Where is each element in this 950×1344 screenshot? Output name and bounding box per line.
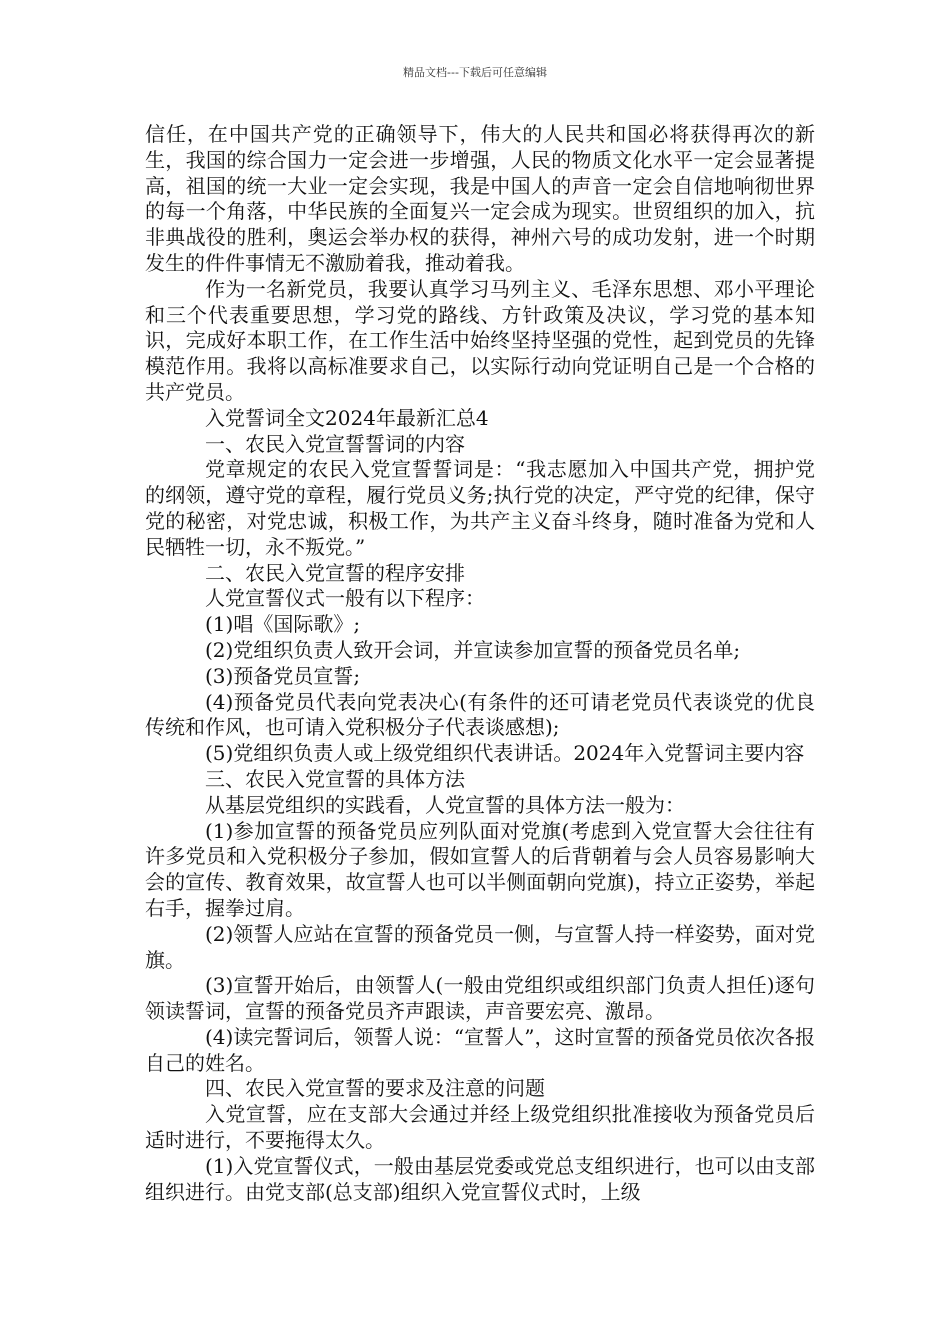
paragraph: 党章规定的农民入党宣誓誓词是：“我志愿加入中国共产党，拥护党的纲领，遵守党的章程，履行党员义务;执行党的决定，严守党的纪律，保守党的秘密，对党忠诚，积极工作，为共产主义奋斗终身，随时准备为党和人民牺牲一切，永不叛党。”: [145, 457, 815, 559]
paragraph: (5)党组织负责人或上级党组织代表讲话。2024年入党誓词主要内容: [205, 741, 805, 766]
paragraph: (1)入党宣誓仪式，一般由基层党委或党总支组织进行，也可以由支部组织进行。由党支部(总支部)组织入党宣誓仪式时，上级: [145, 1153, 815, 1204]
paragraph: (4)预备党员代表向党表决心(有条件的还可请老党员代表谈党的优良传统和作风，也可请入党积极分子代表谈感想);: [145, 689, 815, 740]
paragraph: 入党宣誓，应在支部大会通过并经上级党组织批准接收为预备党员后适时进行，不要拖得太久。: [145, 1102, 815, 1153]
paragraph: (1)唱《国际歌》;: [205, 612, 361, 637]
paragraph: 二、农民入党宣誓的程序安排: [205, 560, 465, 585]
paragraph: 信任，在中国共产党的正确领导下，伟大的人民共和国必将获得再次的新生，我国的综合国力一定会进一步增强，人民的物质文化水平一定会显著提高，祖国的统一大业一定会实现，我是中国人的声音一定会自信地响彻世界的每一个角落，中华民族的全面复兴一定会成为现实。世贸组织的加入，抗非典战役的胜利，奥运会举办权的获得，神州六号的成功发射，进一个时期发生的件件事情无不激励着我，推动着我。: [145, 122, 815, 275]
paragraph: 四、农民入党宣誓的要求及注意的问题: [205, 1076, 545, 1101]
paragraph: (3)预备党员宣誓;: [205, 663, 361, 688]
paragraph: (2)党组织负责人致开会词，并宣读参加宣誓的预备党员名单;: [205, 637, 741, 662]
paragraph: 作为一名新党员，我要认真学习马列主义、毛泽东思想、邓小平理论和三个代表重要思想，学习党的路线、方针政策及决议，学习党的基本知识，完成好本职工作，在工作生活中始终坚持坚强的党性，起到党员的先锋模范作用。我将以高标准要求自己，以实际行动向党证明自己是一个合格的共产党员。: [145, 276, 815, 404]
paragraph: 人党宣誓仪式一般有以下程序：: [205, 586, 485, 611]
paragraph: 从基层党组织的实践看，人党宣誓的具体方法一般为：: [205, 792, 685, 817]
page-header: 精品文档---下载后可任意编辑: [403, 66, 547, 79]
paragraph: (4)读完誓词后，领誓人说：“宣誓人”，这时宣誓的预备党员依次各报自己的姓名。: [145, 1024, 815, 1075]
paragraph: 一、农民入党宣誓誓词的内容: [205, 431, 465, 456]
paragraph: (2)领誓人应站在宣誓的预备党员一侧，与宣誓人持一样姿势，面对党旗。: [145, 921, 815, 972]
paragraph: (3)宣誓开始后，由领誓人(一般由党组织或组织部门负责人担任)逐句领读誓词，宣誓的预备党员齐声跟读，声音要宏亮、激昂。: [145, 973, 815, 1024]
paragraph: (1)参加宣誓的预备党员应列队面对党旗(考虑到入党宣誓大会往往有许多党员和入党积极分子参加，假如宣誓人的后背朝着与会人员容易影响大会的宣传、教育效果，故宣誓人也可以半侧面朝向党旗)，持立正姿势，举起右手，握拳过肩。: [145, 818, 815, 920]
paragraph: 三、农民入党宣誓的具体方法: [205, 766, 465, 791]
document-body: [145, 122, 815, 1205]
paragraph: 入党誓词全文2024年最新汇总4: [205, 405, 489, 430]
